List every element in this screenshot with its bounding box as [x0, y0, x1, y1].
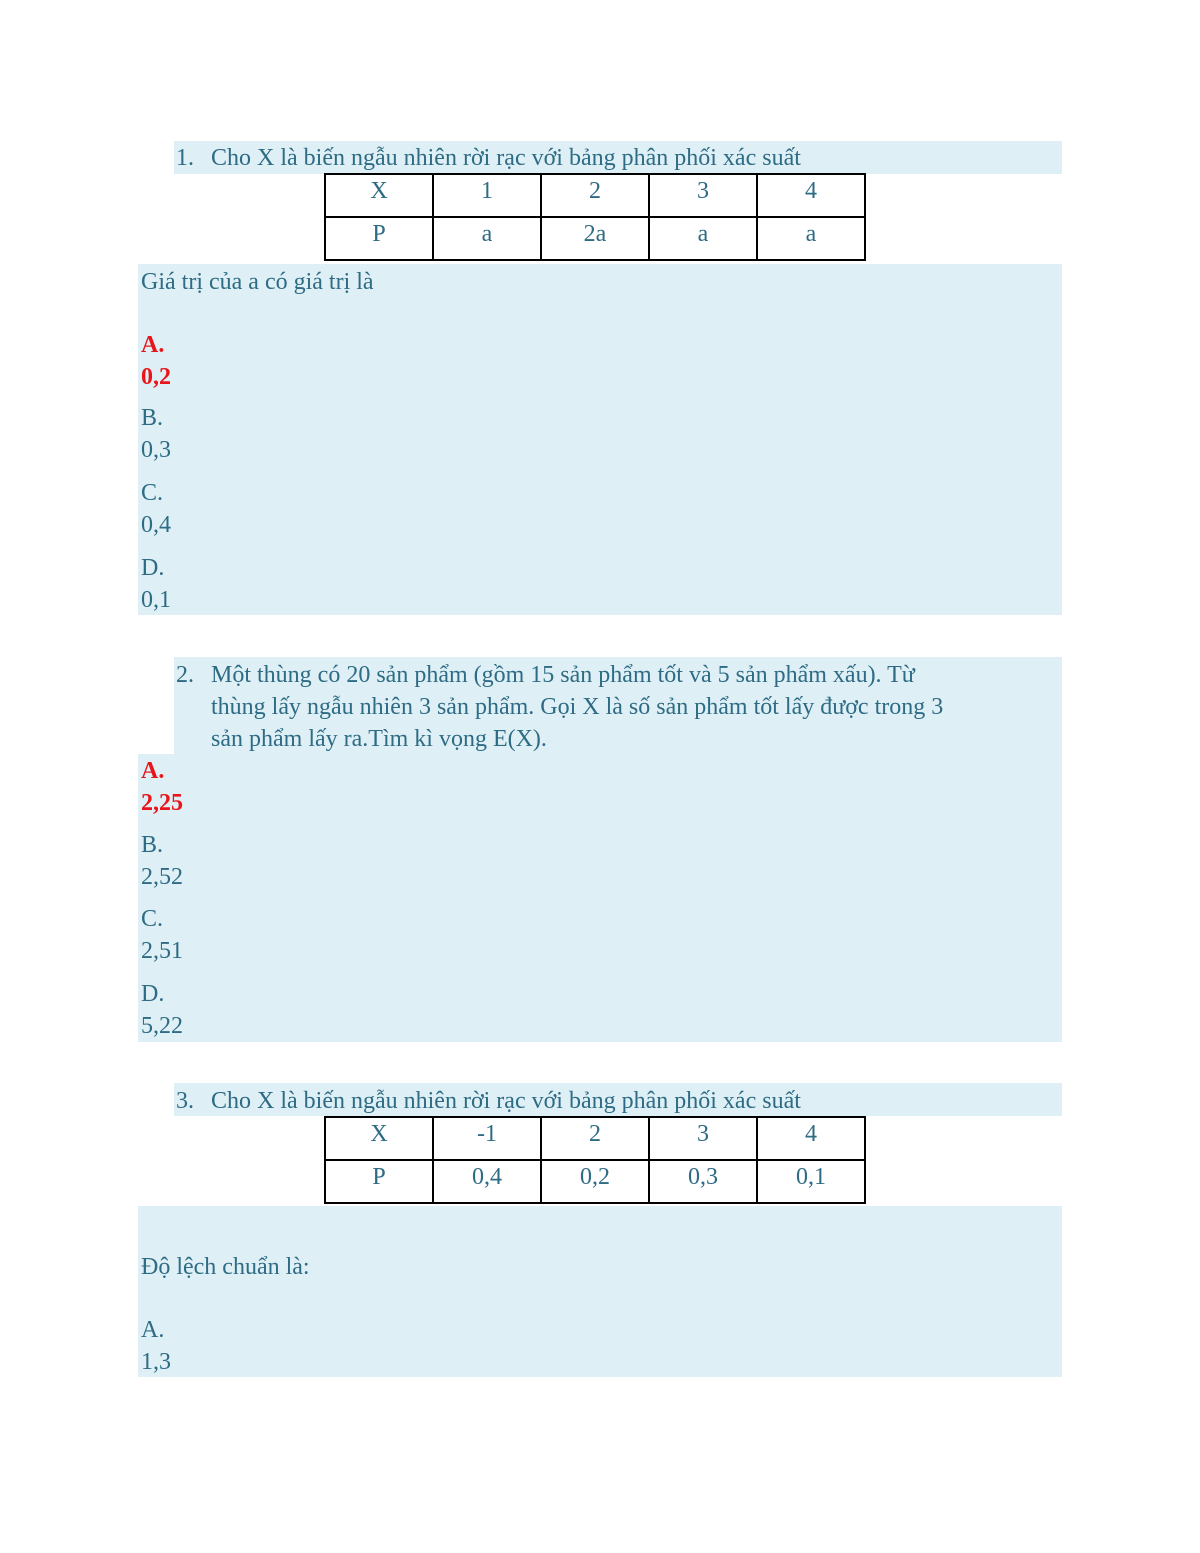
- option-letter: B.: [141, 832, 164, 858]
- q2-text-line-3: sản phẩm lấy ra.Tìm kì vọng E(X).: [211, 726, 547, 752]
- option-value: 5,22: [141, 1013, 183, 1039]
- table-cell: 3: [649, 174, 757, 217]
- option-value: 0,4: [141, 512, 171, 538]
- q2-option-d[interactable]: [141, 978, 183, 1042]
- q2-text-line-1: Một thùng có 20 sản phẩm (gồm 15 sản phẩm tốt và 5 sản phẩm xấu). Từ: [211, 662, 915, 688]
- option-letter: D.: [141, 981, 165, 1007]
- table-cell: X: [325, 174, 433, 217]
- table-row: [325, 1160, 865, 1203]
- table-row: [325, 1117, 865, 1160]
- q1-option-a[interactable]: [141, 329, 171, 393]
- q1-prompt: Giá trị của a có giá trị là: [141, 269, 374, 295]
- q1-text: Cho X là biến ngẫu nhiên rời rạc với bảng phân phối xác suất: [211, 145, 801, 171]
- table-cell: 1: [433, 174, 541, 217]
- q2-option-b[interactable]: [141, 829, 183, 893]
- table-cell: 0,3: [649, 1160, 757, 1203]
- table-cell: 0,1: [757, 1160, 865, 1203]
- q3-option-a[interactable]: [141, 1314, 171, 1378]
- q1-option-c[interactable]: [141, 477, 171, 541]
- option-letter: A.: [141, 1317, 165, 1343]
- table-cell: 0,4: [433, 1160, 541, 1203]
- q3-number: 3.: [176, 1088, 194, 1114]
- option-value: 2,25: [141, 790, 183, 816]
- table-row: [325, 174, 865, 217]
- table-cell: X: [325, 1117, 433, 1160]
- table-cell: 3: [649, 1117, 757, 1160]
- option-letter: A.: [141, 332, 165, 358]
- option-value: 1,3: [141, 1349, 171, 1375]
- q1-option-d[interactable]: [141, 552, 171, 616]
- option-value: 2,52: [141, 864, 183, 890]
- q2-answers-band: [138, 754, 1062, 1042]
- table-cell: 2: [541, 1117, 649, 1160]
- q1-number: 1.: [176, 145, 194, 171]
- table-cell: a: [649, 217, 757, 260]
- table-row: [325, 217, 865, 260]
- option-letter: B.: [141, 405, 164, 431]
- q3-answers-band: [138, 1206, 1062, 1377]
- option-letter: D.: [141, 555, 165, 581]
- option-value: 0,2: [141, 364, 171, 390]
- q2-option-c[interactable]: [141, 903, 183, 967]
- q1-distribution-table: [324, 173, 866, 261]
- table-cell: 0,2: [541, 1160, 649, 1203]
- table-cell: a: [433, 217, 541, 260]
- option-letter: C.: [141, 906, 164, 932]
- q2-option-a[interactable]: [141, 755, 183, 819]
- q1-option-b[interactable]: [141, 402, 171, 466]
- option-value: 0,1: [141, 587, 171, 613]
- q2-number: 2.: [176, 662, 194, 688]
- table-cell: P: [325, 1160, 433, 1203]
- option-value: 2,51: [141, 938, 183, 964]
- table-cell: 4: [757, 1117, 865, 1160]
- option-letter: A.: [141, 758, 165, 784]
- table-cell: P: [325, 217, 433, 260]
- table-cell: -1: [433, 1117, 541, 1160]
- table-cell: 2a: [541, 217, 649, 260]
- q3-prompt: Độ lệch chuẩn là:: [141, 1254, 310, 1280]
- option-letter: C.: [141, 480, 164, 506]
- q2-text-line-2: thùng lấy ngẫu nhiên 3 sản phẩm. Gọi X là số sản phẩm tốt lấy được trong 3: [211, 694, 944, 720]
- q3-distribution-table: [324, 1116, 866, 1204]
- table-cell: 4: [757, 174, 865, 217]
- table-cell: a: [757, 217, 865, 260]
- option-value: 0,3: [141, 437, 171, 463]
- table-cell: 2: [541, 174, 649, 217]
- q3-text: Cho X là biến ngẫu nhiên rời rạc với bảng phân phối xác suất: [211, 1088, 801, 1114]
- q1-answers-band: [138, 264, 1062, 615]
